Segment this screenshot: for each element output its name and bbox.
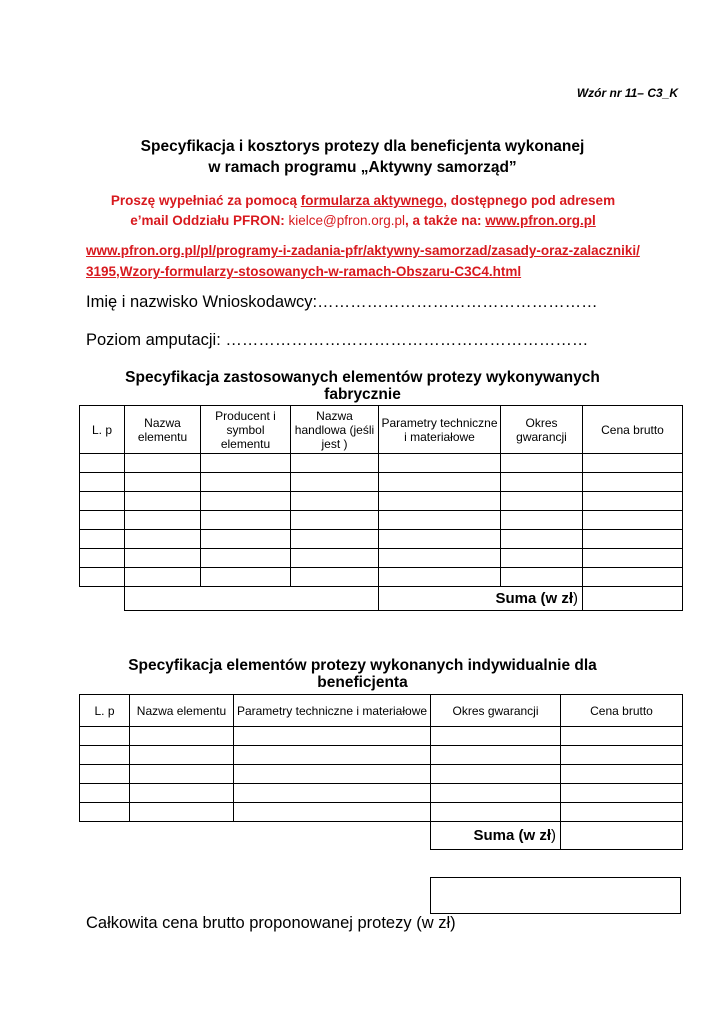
table-cell[interactable] [561, 746, 683, 765]
forms-url-link[interactable]: www.pfron.org.pl/pl/programy-i-zadania-pfr/aktywny-samorzad/zasady-oraz-zalaczniki/3195,Wzory-formularzy-stosowanych-w-ramach-Obszaru-C3C4.html [86, 243, 640, 279]
website-link[interactable]: www.pfron.org.pl [485, 213, 596, 228]
table-row [80, 784, 683, 803]
table-cell[interactable] [80, 727, 130, 746]
page-title [60, 136, 665, 178]
table-row [80, 492, 683, 511]
table-cell[interactable] [431, 784, 561, 803]
page-title-line2: w ramach programu „Aktywny samorząd” [208, 159, 517, 176]
active-form-link[interactable]: formularza aktywnego [300, 193, 444, 208]
header-cell: Cena brutto [583, 406, 683, 454]
table-cell[interactable] [125, 530, 201, 549]
table-cell[interactable] [201, 473, 291, 492]
table-row [80, 511, 683, 530]
table-cell[interactable] [431, 727, 561, 746]
header-cell: Okres gwarancji [431, 695, 561, 727]
table-cell[interactable] [125, 511, 201, 530]
table-cell[interactable] [501, 492, 583, 511]
email-address[interactable]: kielce@pfron.org.pl [288, 213, 405, 228]
sum-value-cell[interactable] [561, 822, 683, 850]
sum-label: Suma (w zł) [431, 822, 561, 850]
table-cell[interactable] [201, 530, 291, 549]
total-price-box[interactable] [430, 877, 681, 914]
table-cell[interactable] [583, 473, 683, 492]
section1-title: Specyfikacja zastosowanych elementów protezy wykonywanych fabrycznie [125, 369, 600, 403]
table-row [80, 454, 683, 473]
table-cell[interactable] [234, 784, 431, 803]
table-cell[interactable] [583, 454, 683, 473]
table-cell[interactable] [561, 784, 683, 803]
table-cell[interactable] [125, 492, 201, 511]
table-row [80, 549, 683, 568]
table-cell[interactable] [125, 473, 201, 492]
table-cell[interactable] [80, 473, 125, 492]
table-cell[interactable] [379, 473, 501, 492]
table-cell[interactable] [80, 568, 125, 587]
table-cell[interactable] [201, 549, 291, 568]
table-cell[interactable] [80, 765, 130, 784]
table-cell[interactable] [80, 492, 125, 511]
table-cell[interactable] [583, 530, 683, 549]
table-cell[interactable] [291, 549, 379, 568]
table-cell[interactable] [291, 473, 379, 492]
blank-cell [80, 822, 431, 850]
table-cell[interactable] [291, 492, 379, 511]
header-cell: Producent i symbol elementu [201, 406, 291, 454]
table-cell[interactable] [130, 727, 234, 746]
table-cell[interactable] [583, 511, 683, 530]
header-cell: Okres gwarancji [501, 406, 583, 454]
table-cell[interactable] [125, 454, 201, 473]
table-header-row [80, 695, 683, 727]
header-cell: L. p [80, 406, 125, 454]
table-cell[interactable] [130, 803, 234, 822]
header-cell: Parametry techniczne i materiałowe [234, 695, 431, 727]
table-cell[interactable] [291, 530, 379, 549]
fill-instructions [78, 191, 648, 231]
table-cell[interactable] [234, 727, 431, 746]
table-row [80, 530, 683, 549]
table-cell[interactable] [431, 765, 561, 784]
table-cell[interactable] [80, 530, 125, 549]
header-cell: Parametry techniczne i materiałowe [379, 406, 501, 454]
header-cell: Cena brutto [561, 695, 683, 727]
table-cell[interactable] [583, 568, 683, 587]
page-title-line1: Specyfikacja i kosztorys protezy dla beneficjenta wykonanej [140, 138, 585, 155]
applicant-name-field: Imię i nazwisko Wnioskodawcy:…………………………………………… [86, 293, 598, 311]
table-cell[interactable] [379, 530, 501, 549]
table-cell[interactable] [130, 746, 234, 765]
table-cell[interactable] [379, 549, 501, 568]
table-cell[interactable] [80, 511, 125, 530]
table-cell[interactable] [379, 511, 501, 530]
individual-elements-table [79, 694, 683, 850]
table-cell[interactable] [201, 511, 291, 530]
table-cell[interactable] [379, 454, 501, 473]
table-cell[interactable] [234, 803, 431, 822]
header-cell: Nazwa elementu [130, 695, 234, 727]
blank-cell [80, 587, 125, 611]
table-row [80, 473, 683, 492]
table-cell[interactable] [291, 568, 379, 587]
table-cell[interactable] [234, 765, 431, 784]
table-cell[interactable] [501, 549, 583, 568]
table-cell[interactable] [501, 473, 583, 492]
table-cell[interactable] [561, 765, 683, 784]
sum-label: Suma (w zł) [379, 587, 583, 611]
table-row [80, 765, 683, 784]
table-header-row [80, 406, 683, 454]
table-cell[interactable] [80, 549, 125, 568]
blank-cell [125, 587, 379, 611]
table-cell[interactable] [130, 784, 234, 803]
table-cell[interactable] [201, 568, 291, 587]
total-price-label: Całkowita cena brutto proponowanej protezy (w zł) [86, 914, 456, 932]
table-cell[interactable] [291, 454, 379, 473]
table-row [80, 746, 683, 765]
fill-instructions-line1: Proszę wypełniać za pomocą formularza aktywnego, dostępnego pod adresem [110, 193, 616, 208]
amputation-level-field: Poziom amputacji: ………………………………………………………… [86, 331, 589, 349]
table-cell[interactable] [125, 549, 201, 568]
table-cell[interactable] [234, 746, 431, 765]
table-row [80, 568, 683, 587]
table-cell[interactable] [80, 803, 130, 822]
fill-instructions-line2: e’mail Oddziału PFRON: kielce@pfron.org.pl, a także na: www.pfron.org.pl [130, 213, 596, 228]
table-cell[interactable] [130, 765, 234, 784]
table-cell[interactable] [561, 803, 683, 822]
table-cell[interactable] [201, 492, 291, 511]
table-cell[interactable] [125, 568, 201, 587]
table-cell[interactable] [431, 746, 561, 765]
table-cell[interactable] [501, 454, 583, 473]
header-cell: Nazwa handlowa (jeśli jest ) [291, 406, 379, 454]
table-cell[interactable] [583, 549, 683, 568]
header-cell: L. p [80, 695, 130, 727]
form-id: Wzór nr 11– C3_K [576, 86, 678, 100]
table-cell[interactable] [379, 492, 501, 511]
table-cell[interactable] [80, 746, 130, 765]
table-cell[interactable] [501, 568, 583, 587]
table-cell[interactable] [291, 511, 379, 530]
sum-row [80, 822, 683, 850]
table-row [80, 803, 683, 822]
table-cell[interactable] [501, 511, 583, 530]
sum-row [80, 587, 683, 611]
section2-title: Specyfikacja elementów protezy wykonanych indywidualnie dla beneficjenta [128, 657, 597, 691]
factory-elements-table [79, 405, 683, 611]
table-cell[interactable] [431, 803, 561, 822]
table-cell[interactable] [561, 727, 683, 746]
table-cell[interactable] [501, 530, 583, 549]
sum-value-cell[interactable] [583, 587, 683, 611]
header-cell: Nazwa elementu [125, 406, 201, 454]
table-cell[interactable] [201, 454, 291, 473]
table-cell[interactable] [80, 784, 130, 803]
table-row [80, 727, 683, 746]
table-cell[interactable] [583, 492, 683, 511]
table-cell[interactable] [379, 568, 501, 587]
table-cell[interactable] [80, 454, 125, 473]
